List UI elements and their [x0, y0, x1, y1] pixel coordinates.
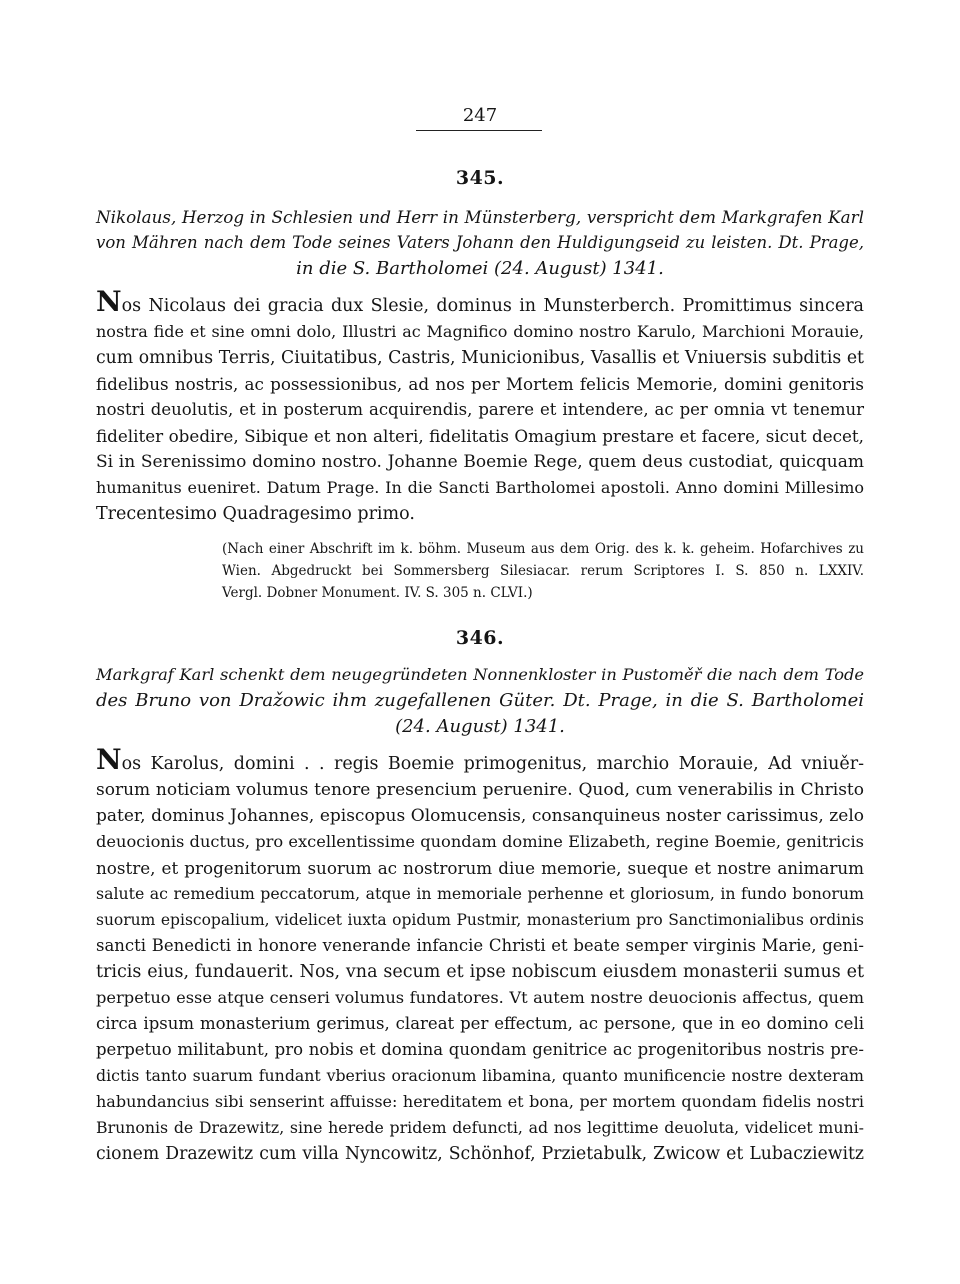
text-line: circa ipsum monasterium gerimus, clareat per effectum, ac persone, que in eo domino celi [96, 1014, 864, 1033]
text-line: tricis eius, fundauerit. Nos, vna secum et ipse nobiscum eiusdem monasterii sumus et [96, 962, 864, 982]
text-line: habundancius sibi senserint affuisse: hereditatem et bona, per mortem quondam fidelis nostri [96, 1092, 864, 1111]
document-number-346: 346. [455, 627, 505, 649]
note-line: Vergl. Dobner Monument. IV. S. 305 n. CLVI.) [222, 585, 533, 601]
regest-line: (24. August) 1341. [395, 716, 565, 737]
text-line: fideliter obedire, Sibique et non alteri, fidelitatis Omagium prestare et facere, sicut decet, [96, 426, 864, 446]
text-line: dictis tanto suarum fundant vberius oracionum libamina, quanto munificencie nostre dexteram [96, 1066, 864, 1085]
text-line: Si in Serenissimo domino nostro. Johanne Boemie Rege, quem deus custodiat, quicquam [96, 452, 864, 472]
document-text-346 [96, 743, 864, 1167]
text-line [96, 285, 864, 319]
text-line: salute ac remedium peccatorum, atque in memoriale perhenne et gloriosum, in fundo bonorum [96, 884, 864, 903]
document-text-345 [96, 285, 864, 527]
text-line: deuocionis ductus, pro excellentissime quondam domine Elizabeth, regine Boemie, genitricis [96, 832, 864, 851]
initial-letter: N [96, 285, 122, 318]
text-line: Brunonis de Drazewitz, sine herede pridem defuncti, ad nos legittime deuoluta, videlicet muni- [96, 1118, 864, 1137]
initial-letter: N [96, 743, 122, 776]
regest-line: Nikolaus, Herzog in Schlesien und Herr in Münsterberg, verspricht dem Markgrafen Karl [96, 207, 864, 227]
text-line: pater, dominus Johannes, episcopus Olomucensis, consanquineus noster carissimus, zelo [96, 806, 864, 826]
book-page [96, 0, 864, 1284]
text-line: humanitus eueniret. Datum Prage. In die Sancti Bartholomei apostoli. Anno domini Millesimo [96, 478, 864, 497]
regest-346 [96, 662, 864, 740]
text-line: perpetuo militabunt, pro nobis et domina quondam genitrice ac progenitoribus nostris pre- [96, 1040, 864, 1059]
text-line: Trecentesimo Quadragesimo primo. [96, 504, 415, 524]
text-line: perpetuo esse atque censeri volumus fundatores. Vt autem nostre deuocionis affectus, quem [96, 988, 864, 1007]
text-line-content: os Karolus, domini . . regis Boemie primogenitus, marchio Morauie, Ad vniuěr- [121, 754, 864, 774]
regest-line: Markgraf Karl schenkt dem neugegründeten Nonnenkloster in Pustoměř die nach dem Tode [96, 665, 864, 684]
regest-line: in die S. Bartholomei (24. August) 1341. [296, 258, 664, 279]
note-line: (Nach einer Abschrift im k. böhm. Museum aus dem Orig. des k. k. geheim. Hofarchives zu [222, 541, 864, 557]
regest-line: von Mähren nach dem Tode seines Vaters Johann den Huldigungseid zu leisten. Dt. Prage, [96, 233, 864, 252]
source-note-345 [222, 538, 864, 604]
text-line-content: os Nicolaus dei gracia dux Slesie, dominus in Munsterberch. Promittimus sincera [121, 296, 864, 316]
text-line: sorum noticiam volumus tenore presencium peruenire. Quod, cum venerabilis in Christo [96, 780, 864, 800]
text-line [96, 743, 864, 777]
text-line: suorum episcopalium, videlicet iuxta opidum Pustmir, monasterium pro Sanctimonialibus ordinis [96, 911, 864, 929]
text-line: cionem Drazewitz cum villa Nyncowitz, Schönhof, Przietabulk, Zwicow et Lubacziewitz [96, 1144, 864, 1164]
note-line: Wien. Abgedruckt bei Sommersberg Silesiacar. rerum Scriptores I. S. 850 n. LXXIV. [222, 563, 864, 579]
text-line: fidelibus nostris, ac possessionibus, ad nos per Mortem felicis Memorie, domini genitoris [96, 374, 864, 394]
text-line: nostre, et progenitorum suorum ac nostrorum diue memorie, sueque et nostre animarum [96, 858, 864, 878]
page-number: 247 [462, 105, 498, 126]
text-line: cum omnibus Terris, Ciuitatibus, Castris, Municionibus, Vasallis et Vniuersis subditis et [96, 348, 864, 368]
text-line: sancti Benedicti in honore venerande infancie Christi et beate semper virginis Marie, geni- [96, 936, 864, 955]
header-rule [416, 130, 542, 131]
regest-line: des Bruno von Dražowic ihm zugefallenen Güter. Dt. Prage, in die S. Bartholomei [96, 690, 864, 711]
text-line: nostri deuolutis, et in posterum acquirendis, parere et intendere, ac per omnia vt tenemur [96, 400, 864, 419]
document-number-345: 345. [455, 167, 505, 189]
regest-345 [96, 204, 864, 282]
text-line: nostra fide et sine omni dolo, Illustri ac Magnifico domino nostro Karulo, Marchioni Morauie, [96, 322, 864, 341]
